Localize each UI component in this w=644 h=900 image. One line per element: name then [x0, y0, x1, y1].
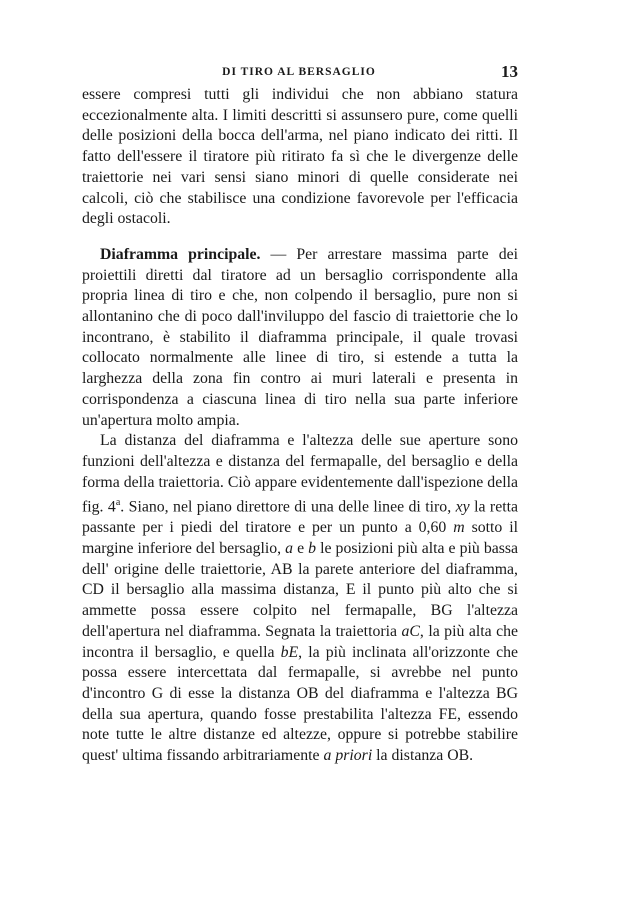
- text-run: e: [297, 540, 305, 558]
- paragraph-2: [82, 245, 518, 431]
- paragraph-1: essere compresi tutti gli individui che non abbiano statura eccezionalmente alta. I limiti descritti si assunsero pure, come quelli delle posizioni della bocca dell'arma, nel piano indicato dei ritti. Il fatto dell'essere il tiratore più ritirato fa sì che le divergenze delle traiettorie nei vari sensi siano minori di quelle considerate nei calcoli, ciò che stabilisce una condizione favorevole per l'efficacia degli ostacoli.: [82, 86, 518, 228]
- paragraph-3: [82, 431, 518, 767]
- text-run: la distanza OB.: [376, 747, 474, 765]
- text-run: . Siano, nel piano direttore di una delle linee di tiro,: [120, 498, 452, 516]
- text-run: , la più alta che incontra il bersaglio, e quella: [82, 622, 518, 661]
- math-bE: bE: [280, 643, 299, 661]
- figure-superscript: a: [115, 497, 121, 509]
- math-aC: aC: [401, 622, 420, 640]
- text-run: la retta passante per i piedi del tiratore e per un punto a 0,60: [82, 498, 518, 537]
- math-xy: xy: [455, 498, 470, 516]
- math-m: m: [453, 519, 465, 537]
- text-run: , la più inclinata all'orizzonte che possa essere intercettata dal fermapalle, si avrebbe nel punto d'incontro G di esse la distanza OB del diaframma e l'altezza BG della sua apertura, quando fosse prestabilita l'altezza FE, essendo note tutte le altre distanze ed altezze, oppure si potrebbe stabilire quest' ultima fissando arbitrariamente: [82, 643, 518, 765]
- text-run: le posizioni più alta e più bassa dell' origine delle traiettorie, AB la parete anteriore del diaframma, CD il bersaglio alla massima distanza, E il punto più alto che si ammette possa essere colpito nel fermapalle, BG l'altezza dell'apertura nel diaframma. Segnata la traiettoria: [82, 540, 519, 640]
- body-text: [82, 85, 518, 767]
- page-number: 13: [501, 62, 518, 81]
- latin-a-priori: a priori: [323, 747, 373, 765]
- paragraph-2-body: — Per arrestare massima parte dei proiettili diretti dal tiratore ad un bersaglio corrispondente alla propria linea di tiro e che, non colpendo il bersaglio, pure non si allontanino che di poco dall'inviluppo del fascio di traiettorie che lo incontrano, è stabilito il diaframma principale, il quale trovasi collocato normalmente alle linee di tiro, si estende a tutta la larghezza della zona fin contro ai muri laterali e presenta in corrispondenza a ciascuna linea di tiro nella sua parte inferiore un'apertura molto ampia.: [82, 245, 519, 429]
- math-a: a: [285, 540, 294, 558]
- section-heading: Diaframma principale.: [100, 245, 261, 263]
- text-run: sotto il margine inferiore del bersaglio,: [82, 519, 518, 558]
- math-b: b: [308, 540, 317, 558]
- running-header: [80, 62, 518, 84]
- running-title: DI TIRO AL BERSAGLIO: [222, 66, 376, 78]
- text-run: La distanza del diaframma e l'altezza delle sue aperture sono funzioni dell'altezza e distanza del fermapalle, del bersaglio e della forma della traiettoria. Ciò appare evidentemente dall'ispezione della fig. 4: [82, 432, 518, 516]
